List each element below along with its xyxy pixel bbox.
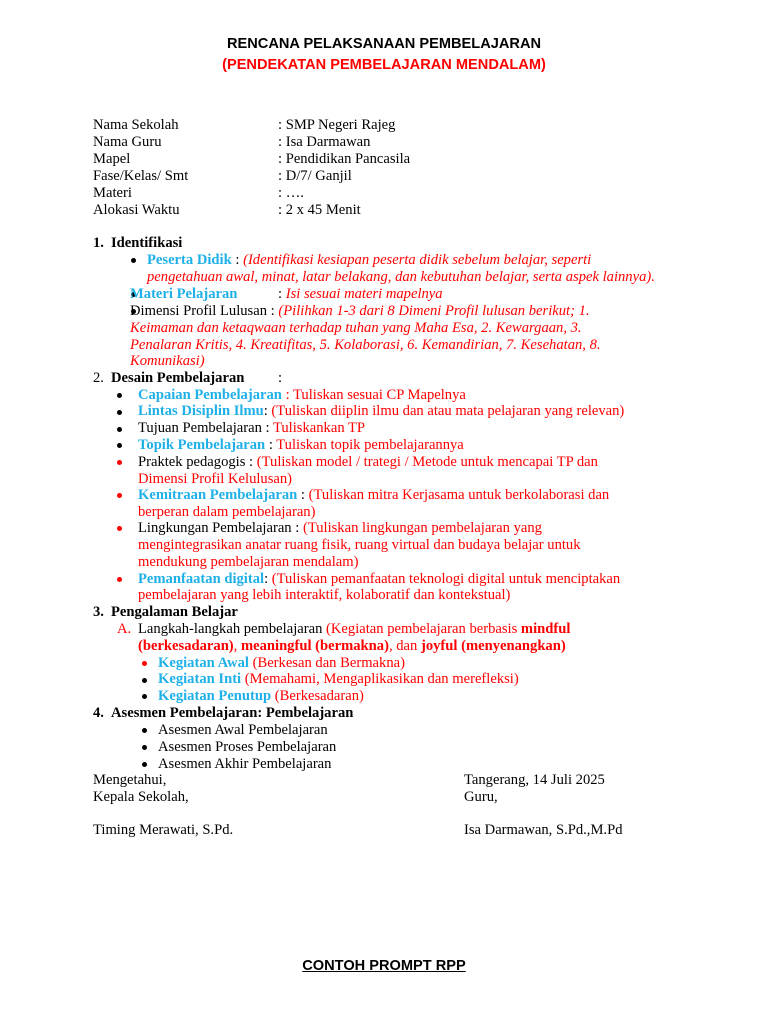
bullet-icon bbox=[131, 258, 136, 263]
section-1-number: 1. bbox=[93, 235, 104, 251]
s2-lingkungan: Lingkungan Pembelajaran : (Tuliskan lingkungan pembelajaran yang bbox=[138, 520, 542, 536]
s2-kemitraan: Kemitraan Pembelajaran : (Tuliskan mitra Kerjasama untuk berkolaborasi dan bbox=[138, 487, 610, 503]
info-value-phase: : D/7/ Ganjil bbox=[278, 168, 352, 184]
s1-peserta-didik-cont: pengetahuan awal, minat, latar belakang, dan kebutuhan belajar, serta aspek lainnya). bbox=[147, 269, 655, 285]
section-2-number: 2. bbox=[93, 370, 104, 386]
info-label-teacher: Nama Guru bbox=[93, 134, 162, 150]
s1-peserta-didik: Peserta Didik : (Identifikasi kesiapan peserta didik sebelum belajar, seperti bbox=[147, 252, 592, 268]
info-label-phase: Fase/Kelas/ Smt bbox=[93, 168, 189, 184]
info-value-school: : SMP Negeri Rajeg bbox=[278, 117, 396, 133]
info-value-subject: : Pendidikan Pancasila bbox=[278, 151, 411, 167]
section-2-title: Desain Pembelajaran bbox=[111, 370, 245, 386]
signature-right-line-1: Tangerang, 14 Juli 2025 bbox=[464, 772, 605, 788]
s4-item-awal: Asesmen Awal Pembelajaran bbox=[158, 722, 328, 738]
s3-letter-a: A. bbox=[117, 621, 132, 637]
s1-dimensi-cont-2: Penalaran Kritis, 4. Kreatifitas, 5. Kolaborasi, 6. Kemandirian, 7. Kesehatan, 8. bbox=[130, 337, 601, 353]
s4-item-akhir: Asesmen Akhir Pembelajaran bbox=[158, 756, 332, 772]
s2-capaian: Capaian Pembelajaran : Tuliskan sesuai CP Mapelnya bbox=[138, 387, 466, 403]
s2-topik: Topik Pembelajaran : Tuliskan topik pembelajarannya bbox=[138, 437, 464, 453]
info-label-material: Materi bbox=[93, 185, 132, 201]
section-3-number: 3. bbox=[93, 604, 104, 620]
footer-caption-text: CONTOH PROMPT RPP bbox=[302, 958, 466, 974]
info-value-teacher: : Isa Darmawan bbox=[278, 134, 371, 150]
bullet-icon bbox=[142, 678, 147, 683]
section-1-title: Identifikasi bbox=[111, 235, 183, 251]
s2-lingkungan-cont-1: mengintegrasikan anatar ruang fisik, ruang virtual dan budaya belajar untuk bbox=[138, 537, 581, 553]
s2-tujuan: Tujuan Pembelajaran : Tuliskankan TP bbox=[138, 420, 366, 436]
bullet-icon bbox=[117, 526, 122, 531]
bullet-icon bbox=[142, 661, 147, 666]
bullet-icon bbox=[142, 745, 147, 750]
bullet-icon bbox=[142, 694, 147, 699]
s2-lintas: Lintas Disiplin Ilmu: (Tuliskan diiplin ilmu dan atau mata pelajaran yang relevan) bbox=[138, 403, 625, 419]
page-subtitle: (PENDEKATAN PEMBELAJARAN MENDALAM) bbox=[222, 57, 546, 73]
bullet-icon bbox=[117, 577, 122, 582]
s3-kegiatan-inti: Kegiatan Inti (Memahami, Mengaplikasikan dan merefleksi) bbox=[158, 671, 519, 687]
s3-kegiatan-penutup: Kegiatan Penutup (Berkesadaran) bbox=[158, 688, 364, 704]
s2-praktek: Praktek pedagogis : (Tuliskan model / trategi / Metode untuk mencapai TP dan bbox=[138, 454, 598, 470]
signature-left-line-2: Kepala Sekolah, bbox=[93, 789, 189, 805]
s1-dimensi: Dimensi Profil Lulusan : (Pilihkan 1-3 dari 8 Dimeni Profil lulusan berikut; 1. bbox=[130, 303, 590, 319]
bullet-icon bbox=[142, 728, 147, 733]
s1-materi-label: Materi Pelajaran bbox=[130, 286, 238, 302]
s2-praktek-cont: Dimensi Profil Kelulusan) bbox=[138, 471, 293, 487]
signature-right-line-2: Guru, bbox=[464, 789, 498, 805]
bullet-icon bbox=[117, 460, 122, 465]
info-value-time: : 2 x 45 Menit bbox=[278, 202, 361, 218]
info-label-school: Nama Sekolah bbox=[93, 117, 179, 133]
s1-dimensi-cont-1: Keimaman dan ketaqwaan terhadap tuhan yang Maha Esa, 2. Kewargaan, 3. bbox=[130, 320, 582, 336]
bullet-icon bbox=[117, 493, 122, 498]
section-4-number: 4. bbox=[93, 705, 104, 721]
info-label-subject: Mapel bbox=[93, 151, 131, 167]
bullet-icon bbox=[117, 443, 122, 448]
signature-left-line-1: Mengetahui, bbox=[93, 772, 167, 788]
signature-right-name: Isa Darmawan, S.Pd.,M.Pd bbox=[464, 822, 623, 838]
s2-pemanfaatan: Pemanfaatan digital: (Tuliskan pemanfaatan teknologi digital untuk menciptakan bbox=[138, 571, 621, 587]
s3-langkah-cont: (berkesadaran), meaningful (bermakna), dan joyful (menyenangkan) bbox=[138, 638, 566, 654]
footer-caption bbox=[0, 958, 768, 974]
bullet-icon bbox=[117, 393, 122, 398]
s3-kegiatan-awal: Kegiatan Awal (Berkesan dan Bermakna) bbox=[158, 655, 405, 671]
section-4-title: Asesmen Pembelajaran: Pembelajaran bbox=[111, 705, 354, 721]
section-3-title: Pengalaman Belajar bbox=[111, 604, 238, 620]
section-2-colon: : bbox=[278, 370, 283, 386]
s2-lingkungan-cont-2: mendukung pembelajaran mendalam) bbox=[138, 554, 359, 570]
bullet-icon bbox=[117, 427, 122, 432]
bullet-icon bbox=[142, 762, 147, 767]
s1-dimensi-cont-3: Komunikasi) bbox=[130, 353, 205, 369]
s3-langkah: Langkah-langkah pembelajaran (Kegiatan pembelajaran berbasis mindful bbox=[138, 621, 571, 637]
s4-item-proses: Asesmen Proses Pembelajaran bbox=[158, 739, 337, 755]
info-value-material: : …. bbox=[278, 185, 304, 201]
s2-kemitraan-cont: berperan dalam pembelajaran) bbox=[138, 504, 316, 520]
signature-left-name: Timing Merawati, S.Pd. bbox=[93, 822, 234, 838]
page-title: RENCANA PELAKSANAAN PEMBELAJARAN bbox=[226, 36, 542, 52]
bullet-icon bbox=[117, 410, 122, 415]
info-label-time: Alokasi Waktu bbox=[93, 202, 180, 218]
s2-pemanfaatan-cont: pembelajaran yang lebih interaktif, kolaboratif dan kontekstual) bbox=[138, 587, 511, 603]
s1-materi-value: : Isi sesuai materi mapelnya bbox=[278, 286, 443, 302]
